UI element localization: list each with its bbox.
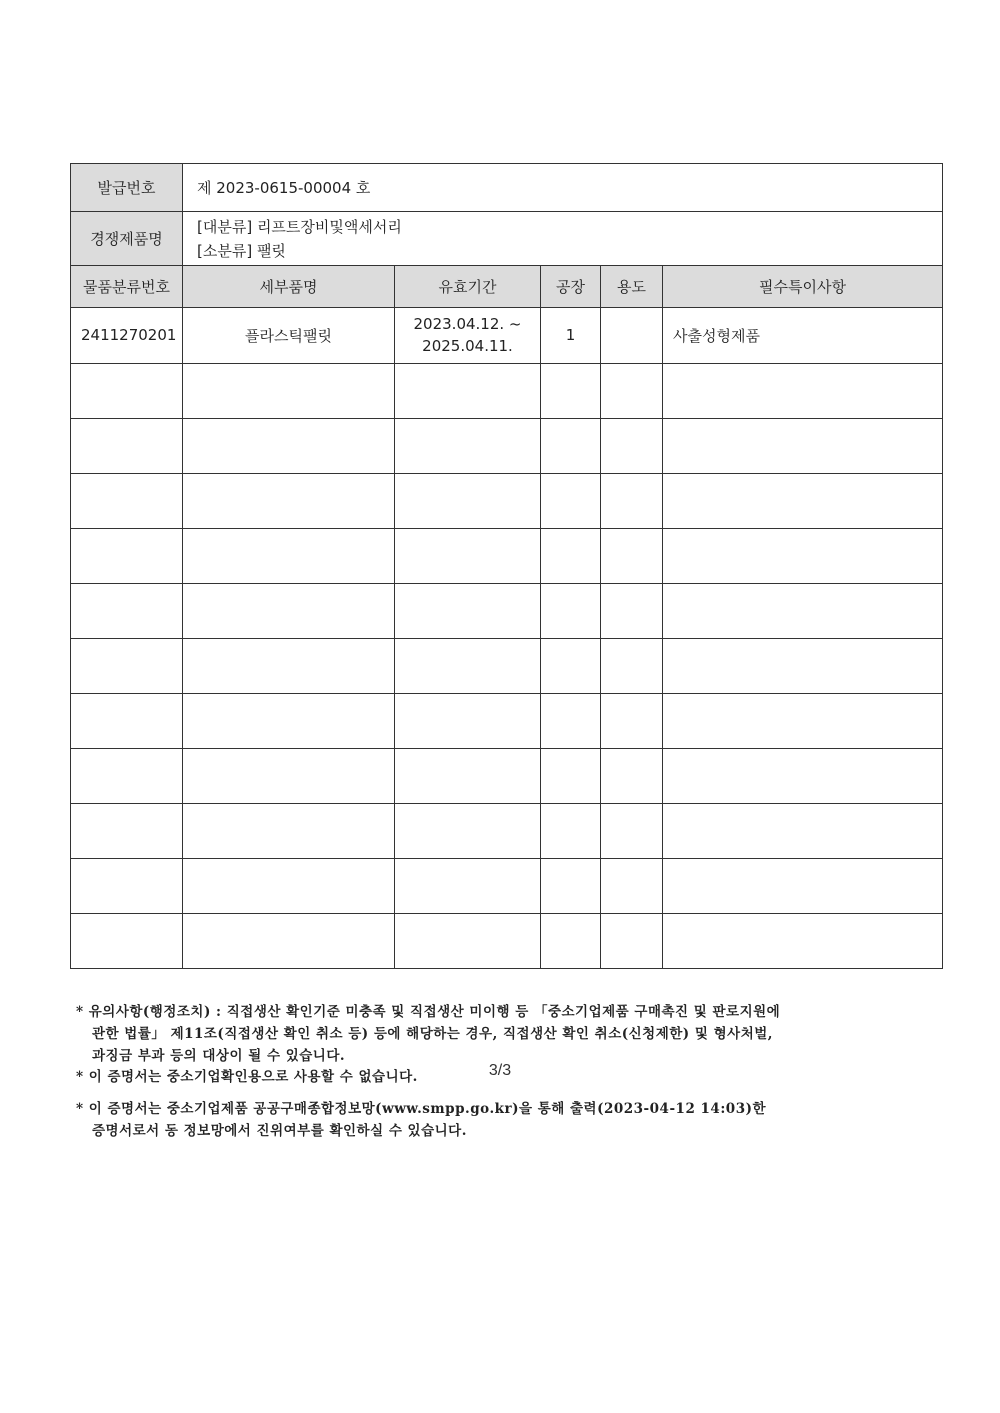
empty-cell	[663, 363, 943, 418]
col-header-period: 유효기간	[395, 265, 541, 307]
empty-cell	[71, 693, 183, 748]
empty-cell	[183, 418, 395, 473]
col-header-item: 세부품명	[183, 265, 395, 307]
empty-cell	[183, 858, 395, 913]
table-row-empty	[71, 418, 943, 473]
category-minor: [소분류] 팰릿	[197, 241, 286, 260]
table-header-row	[71, 265, 943, 307]
empty-cell	[601, 748, 663, 803]
empty-cell	[395, 528, 541, 583]
table-row-empty	[71, 528, 943, 583]
table-row-empty	[71, 473, 943, 528]
empty-cell	[183, 363, 395, 418]
caution-note	[76, 1001, 952, 1067]
empty-cell	[395, 748, 541, 803]
empty-cell	[541, 803, 601, 858]
col-header-usage: 용도	[601, 265, 663, 307]
product-table	[70, 265, 943, 969]
caution-line-3: 과징금 부과 등의 대상이 될 수 있습니다.	[92, 1048, 346, 1064]
cell-notes: 사출성형제품	[663, 307, 943, 363]
empty-cell	[663, 473, 943, 528]
issue-number-value: 제 2023-0615-00004 호	[183, 164, 943, 212]
empty-cell	[541, 528, 601, 583]
empty-cell	[541, 748, 601, 803]
empty-cell	[601, 858, 663, 913]
page-number: 3/3	[488, 1062, 512, 1079]
caution-line-1: * 유의사항(행정조치) : 직접생산 확인기준 미충족 및 직접생산 미이행 등 「중소기업제품 구매촉진 및 판로지원에	[76, 1004, 781, 1020]
empty-cell	[663, 803, 943, 858]
empty-cell	[183, 693, 395, 748]
verification-line-2: 증명서로서 동 정보망에서 진위여부를 확인하실 수 있습니다.	[92, 1123, 467, 1139]
product-categories	[183, 212, 943, 266]
issue-number-label: 발급번호	[71, 164, 183, 212]
empty-cell	[395, 693, 541, 748]
caution-line-2: 관한 법률」 제11조(직접생산 확인 취소 등) 등에 해당하는 경우, 직접생산 확인 취소(신청제한) 및 형사처벌,	[92, 1026, 773, 1042]
empty-cell	[395, 583, 541, 638]
empty-cell	[663, 638, 943, 693]
empty-cell	[71, 803, 183, 858]
usage-restriction-line: * 이 증명서는 중소기업확인용으로 사용할 수 없습니다.	[76, 1069, 418, 1085]
table-row-empty	[71, 748, 943, 803]
empty-cell	[541, 638, 601, 693]
category-major: [대분류] 리프트장비및액세서리	[197, 217, 402, 236]
product-name-label: 경쟁제품명	[71, 212, 183, 266]
period-start: 2023.04.12. ~	[413, 315, 522, 333]
empty-cell	[541, 693, 601, 748]
table-row-empty	[71, 858, 943, 913]
table-row-empty	[71, 583, 943, 638]
certificate-table	[70, 163, 942, 969]
cell-period	[395, 307, 541, 363]
empty-cell	[541, 858, 601, 913]
empty-cell	[663, 913, 943, 968]
empty-cell	[183, 528, 395, 583]
empty-cell	[183, 748, 395, 803]
col-header-code: 물품분류번호	[71, 265, 183, 307]
empty-cell	[183, 638, 395, 693]
table-row-empty	[71, 693, 943, 748]
cell-factory: 1	[541, 307, 601, 363]
cell-usage	[601, 307, 663, 363]
empty-cell	[395, 913, 541, 968]
empty-cell	[395, 363, 541, 418]
col-header-notes: 필수특이사항	[663, 265, 943, 307]
empty-cell	[71, 363, 183, 418]
empty-cell	[183, 803, 395, 858]
empty-cell	[183, 913, 395, 968]
empty-cell	[395, 473, 541, 528]
col-header-factory: 공장	[541, 265, 601, 307]
empty-cell	[541, 418, 601, 473]
empty-cell	[601, 638, 663, 693]
empty-cell	[601, 528, 663, 583]
empty-cell	[601, 913, 663, 968]
empty-cell	[663, 858, 943, 913]
empty-cell	[541, 913, 601, 968]
empty-cell	[71, 913, 183, 968]
info-table	[70, 163, 943, 266]
empty-cell	[601, 803, 663, 858]
empty-cell	[601, 583, 663, 638]
table-row-empty	[71, 363, 943, 418]
empty-cell	[663, 583, 943, 638]
empty-cell	[395, 803, 541, 858]
empty-cell	[541, 363, 601, 418]
empty-cell	[183, 473, 395, 528]
empty-cell	[601, 693, 663, 748]
verification-line-1: * 이 증명서는 중소기업제품 공공구매종합정보망(www.smpp.go.kr)을 통해 출력(2023-04-12 14:03)한	[76, 1101, 767, 1117]
empty-cell	[541, 473, 601, 528]
table-row	[71, 307, 943, 363]
empty-cell	[663, 528, 943, 583]
table-row-empty	[71, 913, 943, 968]
empty-cell	[71, 528, 183, 583]
cell-code: 2411270201	[71, 307, 183, 363]
empty-cell	[663, 693, 943, 748]
empty-cell	[663, 748, 943, 803]
period-end: 2025.04.11.	[422, 337, 513, 355]
empty-cell	[395, 638, 541, 693]
empty-cell	[71, 418, 183, 473]
empty-cell	[71, 638, 183, 693]
empty-cell	[71, 748, 183, 803]
empty-cell	[71, 473, 183, 528]
empty-cell	[663, 418, 943, 473]
empty-cell	[601, 473, 663, 528]
empty-cell	[395, 418, 541, 473]
empty-cell	[601, 418, 663, 473]
cell-item: 플라스틱팰릿	[183, 307, 395, 363]
empty-cell	[601, 363, 663, 418]
empty-cell	[71, 583, 183, 638]
table-row-empty	[71, 803, 943, 858]
empty-cell	[183, 583, 395, 638]
empty-cell	[395, 858, 541, 913]
table-row-empty	[71, 638, 943, 693]
verification-note	[76, 1098, 952, 1142]
empty-cell	[71, 858, 183, 913]
empty-cell	[541, 583, 601, 638]
